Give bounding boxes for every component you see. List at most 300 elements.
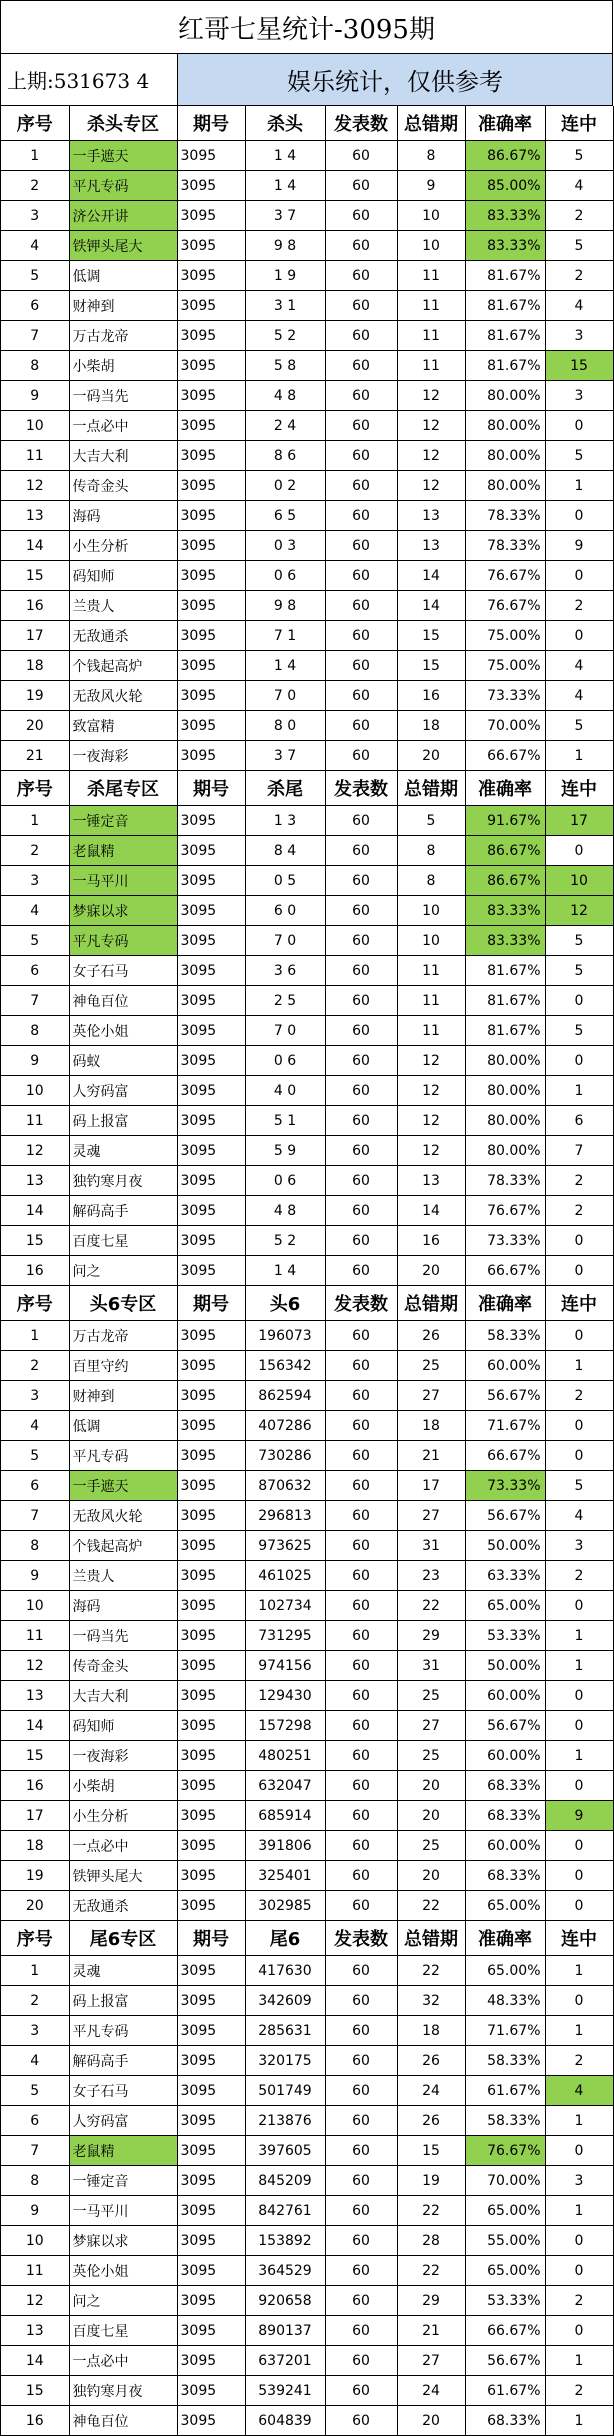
header-errors: 总错期 <box>397 771 465 806</box>
accuracy-cell: 86.67% <box>465 141 545 171</box>
published-cell: 60 <box>325 441 397 471</box>
accuracy-cell: 65.00% <box>465 1591 545 1621</box>
streak-cell: 4 <box>545 291 613 321</box>
period-cell: 3095 <box>177 2136 245 2166</box>
period-cell: 3095 <box>177 866 245 896</box>
name-cell: 铁钾头尾大 <box>69 1861 177 1891</box>
period-cell: 3095 <box>177 1381 245 1411</box>
published-cell: 60 <box>325 141 397 171</box>
published-cell: 60 <box>325 1741 397 1771</box>
streak-cell: 5 <box>545 956 613 986</box>
table-row <box>1 2106 613 2136</box>
published-cell: 60 <box>325 2046 397 2076</box>
published-cell: 60 <box>325 681 397 711</box>
name-cell: 神龟百位 <box>69 986 177 1016</box>
published-cell: 60 <box>325 1136 397 1166</box>
header-value: 尾6 <box>245 1921 325 1956</box>
errors-cell: 31 <box>397 1531 465 1561</box>
streak-cell: 2 <box>545 1196 613 1226</box>
accuracy-cell: 60.00% <box>465 1681 545 1711</box>
period-cell: 3095 <box>177 1321 245 1351</box>
name-cell: 一手遮天 <box>69 141 177 171</box>
published-cell: 60 <box>325 2346 397 2376</box>
streak-cell: 1 <box>545 2106 613 2136</box>
period-cell: 3095 <box>177 531 245 561</box>
period-cell: 3095 <box>177 1741 245 1771</box>
value-cell: 0 6 <box>245 1046 325 1076</box>
index-cell: 7 <box>1 2136 69 2166</box>
header-errors: 总错期 <box>397 106 465 141</box>
header-period: 期号 <box>177 1286 245 1321</box>
errors-cell: 25 <box>397 1831 465 1861</box>
streak-cell: 1 <box>545 1651 613 1681</box>
index-cell: 5 <box>1 2076 69 2106</box>
value-cell: 5 2 <box>245 321 325 351</box>
streak-cell: 2 <box>545 2376 613 2406</box>
value-cell: 1 4 <box>245 1256 325 1286</box>
published-cell: 60 <box>325 171 397 201</box>
name-cell: 传奇金头 <box>69 1651 177 1681</box>
accuracy-cell: 58.33% <box>465 2046 545 2076</box>
table-row <box>1 261 613 291</box>
period-cell: 3095 <box>177 1441 245 1471</box>
value-cell: 974156 <box>245 1651 325 1681</box>
streak-cell: 0 <box>545 2136 613 2166</box>
errors-cell: 8 <box>397 141 465 171</box>
index-cell: 1 <box>1 1956 69 1986</box>
published-cell: 60 <box>325 1501 397 1531</box>
errors-cell: 15 <box>397 621 465 651</box>
value-cell: 8 0 <box>245 711 325 741</box>
errors-cell: 11 <box>397 321 465 351</box>
errors-cell: 20 <box>397 2406 465 2436</box>
period-cell: 3095 <box>177 1831 245 1861</box>
accuracy-cell: 78.33% <box>465 531 545 561</box>
table-row <box>1 171 613 201</box>
errors-cell: 16 <box>397 1226 465 1256</box>
disclaimer-banner: 娱乐统计，仅供参考 <box>178 54 613 105</box>
value-cell: 196073 <box>245 1321 325 1351</box>
name-cell: 一马平川 <box>69 2196 177 2226</box>
section-header-row <box>1 106 613 141</box>
name-cell: 平凡专码 <box>69 2016 177 2046</box>
accuracy-cell: 61.67% <box>465 2376 545 2406</box>
name-cell: 一马平川 <box>69 866 177 896</box>
streak-cell: 7 <box>545 1136 613 1166</box>
value-cell: 3 1 <box>245 291 325 321</box>
value-cell: 153892 <box>245 2226 325 2256</box>
errors-cell: 10 <box>397 201 465 231</box>
errors-cell: 9 <box>397 171 465 201</box>
published-cell: 60 <box>325 531 397 561</box>
value-cell: 501749 <box>245 2076 325 2106</box>
accuracy-cell: 81.67% <box>465 321 545 351</box>
index-cell: 14 <box>1 2346 69 2376</box>
name-cell: 百度七星 <box>69 2316 177 2346</box>
header-section: 杀头专区 <box>69 106 177 141</box>
header-period: 期号 <box>177 771 245 806</box>
table-row <box>1 1411 613 1441</box>
accuracy-cell: 60.00% <box>465 1351 545 1381</box>
table-row <box>1 896 613 926</box>
index-cell: 2 <box>1 1986 69 2016</box>
header-accuracy: 准确率 <box>465 1921 545 1956</box>
accuracy-cell: 65.00% <box>465 2256 545 2286</box>
errors-cell: 12 <box>397 1046 465 1076</box>
streak-cell: 5 <box>545 711 613 741</box>
streak-cell: 0 <box>545 1256 613 1286</box>
accuracy-cell: 83.33% <box>465 201 545 231</box>
name-cell: 问之 <box>69 2286 177 2316</box>
period-cell: 3095 <box>177 441 245 471</box>
published-cell: 60 <box>325 1651 397 1681</box>
published-cell: 60 <box>325 501 397 531</box>
table-row <box>1 1591 613 1621</box>
period-cell: 3095 <box>177 2316 245 2346</box>
errors-cell: 20 <box>397 741 465 771</box>
streak-cell: 1 <box>545 2406 613 2436</box>
streak-cell: 3 <box>545 1531 613 1561</box>
accuracy-cell: 66.67% <box>465 2316 545 2346</box>
streak-cell: 0 <box>545 1831 613 1861</box>
period-cell: 3095 <box>177 1166 245 1196</box>
index-cell: 15 <box>1 1741 69 1771</box>
errors-cell: 12 <box>397 381 465 411</box>
index-cell: 16 <box>1 591 69 621</box>
period-cell: 3095 <box>177 1196 245 1226</box>
period-cell: 3095 <box>177 1986 245 2016</box>
period-cell: 3095 <box>177 171 245 201</box>
last-draw-label: 上期:531673 4 <box>1 54 178 105</box>
value-cell: 302985 <box>245 1891 325 1921</box>
header-streak: 连中 <box>545 771 613 806</box>
value-cell: 920658 <box>245 2286 325 2316</box>
errors-cell: 10 <box>397 896 465 926</box>
published-cell: 60 <box>325 561 397 591</box>
accuracy-cell: 81.67% <box>465 291 545 321</box>
period-cell: 3095 <box>177 1136 245 1166</box>
value-cell: 5 1 <box>245 1106 325 1136</box>
table-row <box>1 2316 613 2346</box>
published-cell: 60 <box>325 1166 397 1196</box>
name-cell: 致富精 <box>69 711 177 741</box>
table-row <box>1 1801 613 1831</box>
period-cell: 3095 <box>177 1591 245 1621</box>
value-cell: 2 5 <box>245 986 325 1016</box>
name-cell: 码蚁 <box>69 1046 177 1076</box>
accuracy-cell: 81.67% <box>465 351 545 381</box>
published-cell: 60 <box>325 1226 397 1256</box>
streak-cell: 9 <box>545 1801 613 1831</box>
index-cell: 11 <box>1 1621 69 1651</box>
published-cell: 60 <box>325 1411 397 1441</box>
table-row <box>1 1681 613 1711</box>
name-cell: 海码 <box>69 501 177 531</box>
info-row <box>1 54 613 106</box>
index-cell: 14 <box>1 1711 69 1741</box>
value-cell: 417630 <box>245 1956 325 1986</box>
name-cell: 英伦小姐 <box>69 1016 177 1046</box>
table-row <box>1 681 613 711</box>
streak-cell: 9 <box>545 531 613 561</box>
streak-cell: 1 <box>545 1621 613 1651</box>
errors-cell: 24 <box>397 2376 465 2406</box>
accuracy-cell: 91.67% <box>465 806 545 836</box>
table-row <box>1 926 613 956</box>
errors-cell: 12 <box>397 1076 465 1106</box>
published-cell: 60 <box>325 741 397 771</box>
published-cell: 60 <box>325 2376 397 2406</box>
published-cell: 60 <box>325 1016 397 1046</box>
accuracy-cell: 80.00% <box>465 1076 545 1106</box>
accuracy-cell: 66.67% <box>465 1441 545 1471</box>
index-cell: 4 <box>1 2046 69 2076</box>
streak-cell: 1 <box>545 1956 613 1986</box>
name-cell: 女子石马 <box>69 2076 177 2106</box>
published-cell: 60 <box>325 1861 397 1891</box>
table-row <box>1 471 613 501</box>
errors-cell: 10 <box>397 231 465 261</box>
value-cell: 3 6 <box>245 956 325 986</box>
published-cell: 60 <box>325 381 397 411</box>
index-cell: 4 <box>1 1411 69 1441</box>
name-cell: 无敌风火轮 <box>69 1501 177 1531</box>
name-cell: 灵魂 <box>69 1136 177 1166</box>
index-cell: 5 <box>1 926 69 956</box>
name-cell: 万古龙帝 <box>69 1321 177 1351</box>
name-cell: 大吉大利 <box>69 1681 177 1711</box>
period-cell: 3095 <box>177 2106 245 2136</box>
index-cell: 18 <box>1 1831 69 1861</box>
published-cell: 60 <box>325 201 397 231</box>
published-cell: 60 <box>325 2226 397 2256</box>
streak-cell: 3 <box>545 2166 613 2196</box>
index-cell: 1 <box>1 141 69 171</box>
errors-cell: 26 <box>397 2106 465 2136</box>
header-period: 期号 <box>177 1921 245 1956</box>
section-header-row <box>1 1286 613 1321</box>
index-cell: 4 <box>1 231 69 261</box>
period-cell: 3095 <box>177 471 245 501</box>
errors-cell: 20 <box>397 1861 465 1891</box>
header-section: 尾6专区 <box>69 1921 177 1956</box>
header-index: 序号 <box>1 1921 69 1956</box>
published-cell: 60 <box>325 1891 397 1921</box>
period-cell: 3095 <box>177 1076 245 1106</box>
published-cell: 60 <box>325 1531 397 1561</box>
value-cell: 364529 <box>245 2256 325 2286</box>
streak-cell: 0 <box>545 2256 613 2286</box>
table-row <box>1 1891 613 1921</box>
table-row <box>1 836 613 866</box>
period-cell: 3095 <box>177 2226 245 2256</box>
published-cell: 60 <box>325 1106 397 1136</box>
index-cell: 11 <box>1 2256 69 2286</box>
index-cell: 14 <box>1 1196 69 1226</box>
errors-cell: 27 <box>397 1501 465 1531</box>
value-cell: 1 4 <box>245 651 325 681</box>
value-cell: 1 4 <box>245 171 325 201</box>
index-cell: 16 <box>1 1771 69 1801</box>
published-cell: 60 <box>325 2196 397 2226</box>
streak-cell: 2 <box>545 261 613 291</box>
period-cell: 3095 <box>177 926 245 956</box>
value-cell: 480251 <box>245 1741 325 1771</box>
published-cell: 60 <box>325 1591 397 1621</box>
published-cell: 60 <box>325 1681 397 1711</box>
table-row <box>1 291 613 321</box>
accuracy-cell: 65.00% <box>465 1891 545 1921</box>
value-cell: 296813 <box>245 1501 325 1531</box>
period-cell: 3095 <box>177 1471 245 1501</box>
streak-cell: 0 <box>545 1986 613 2016</box>
index-cell: 20 <box>1 1891 69 1921</box>
period-cell: 3095 <box>177 591 245 621</box>
accuracy-cell: 75.00% <box>465 651 545 681</box>
value-cell: 461025 <box>245 1561 325 1591</box>
errors-cell: 13 <box>397 531 465 561</box>
index-cell: 2 <box>1 171 69 201</box>
table-row <box>1 1861 613 1891</box>
streak-cell: 0 <box>545 986 613 1016</box>
streak-cell: 0 <box>545 411 613 441</box>
published-cell: 60 <box>325 471 397 501</box>
streak-cell: 0 <box>545 1226 613 1256</box>
accuracy-cell: 78.33% <box>465 1166 545 1196</box>
published-cell: 60 <box>325 926 397 956</box>
period-cell: 3095 <box>177 1531 245 1561</box>
accuracy-cell: 81.67% <box>465 1016 545 1046</box>
streak-cell: 1 <box>545 1076 613 1106</box>
section-header-row <box>1 1921 613 1956</box>
accuracy-cell: 68.33% <box>465 2406 545 2436</box>
streak-cell: 1 <box>545 741 613 771</box>
published-cell: 60 <box>325 2316 397 2346</box>
errors-cell: 15 <box>397 2136 465 2166</box>
accuracy-cell: 65.00% <box>465 2196 545 2226</box>
header-published: 发表数 <box>325 1286 397 1321</box>
errors-cell: 16 <box>397 681 465 711</box>
period-cell: 3095 <box>177 2166 245 2196</box>
index-cell: 10 <box>1 411 69 441</box>
table-row <box>1 1256 613 1286</box>
header-section: 杀尾专区 <box>69 771 177 806</box>
streak-cell: 5 <box>545 1016 613 1046</box>
name-cell: 平凡专码 <box>69 1441 177 1471</box>
index-cell: 8 <box>1 1016 69 1046</box>
value-cell: 890137 <box>245 2316 325 2346</box>
value-cell: 4 0 <box>245 1076 325 1106</box>
period-cell: 3095 <box>177 2046 245 2076</box>
accuracy-cell: 68.33% <box>465 1801 545 1831</box>
index-cell: 9 <box>1 1046 69 1076</box>
accuracy-cell: 83.33% <box>465 926 545 956</box>
value-cell: 325401 <box>245 1861 325 1891</box>
period-cell: 3095 <box>177 681 245 711</box>
table-row <box>1 1561 613 1591</box>
period-cell: 3095 <box>177 2346 245 2376</box>
index-cell: 18 <box>1 651 69 681</box>
published-cell: 60 <box>325 1831 397 1861</box>
published-cell: 60 <box>325 1441 397 1471</box>
index-cell: 8 <box>1 351 69 381</box>
table-row <box>1 2346 613 2376</box>
name-cell: 个钱起高炉 <box>69 1531 177 1561</box>
published-cell: 60 <box>325 1321 397 1351</box>
index-cell: 17 <box>1 621 69 651</box>
table-row <box>1 956 613 986</box>
streak-cell: 5 <box>545 441 613 471</box>
header-index: 序号 <box>1 1286 69 1321</box>
period-cell: 3095 <box>177 1956 245 1986</box>
value-cell: 285631 <box>245 2016 325 2046</box>
period-cell: 3095 <box>177 2406 245 2436</box>
index-cell: 3 <box>1 866 69 896</box>
period-cell: 3095 <box>177 291 245 321</box>
period-cell: 3095 <box>177 1651 245 1681</box>
accuracy-cell: 80.00% <box>465 471 545 501</box>
accuracy-cell: 56.67% <box>465 2346 545 2376</box>
published-cell: 60 <box>325 1771 397 1801</box>
errors-cell: 27 <box>397 2346 465 2376</box>
errors-cell: 32 <box>397 1986 465 2016</box>
period-cell: 3095 <box>177 2376 245 2406</box>
published-cell: 60 <box>325 1046 397 1076</box>
period-cell: 3095 <box>177 1801 245 1831</box>
errors-cell: 8 <box>397 866 465 896</box>
accuracy-cell: 70.00% <box>465 711 545 741</box>
published-cell: 60 <box>325 1381 397 1411</box>
index-cell: 3 <box>1 1381 69 1411</box>
streak-cell: 2 <box>545 2286 613 2316</box>
streak-cell: 0 <box>545 2226 613 2256</box>
accuracy-cell: 48.33% <box>465 1986 545 2016</box>
period-cell: 3095 <box>177 806 245 836</box>
name-cell: 平凡专码 <box>69 171 177 201</box>
period-cell: 3095 <box>177 836 245 866</box>
published-cell: 60 <box>325 1196 397 1226</box>
value-cell: 9 8 <box>245 231 325 261</box>
period-cell: 3095 <box>177 711 245 741</box>
published-cell: 60 <box>325 621 397 651</box>
period-cell: 3095 <box>177 1016 245 1046</box>
name-cell: 一点必中 <box>69 1831 177 1861</box>
accuracy-cell: 80.00% <box>465 1136 545 1166</box>
period-cell: 3095 <box>177 651 245 681</box>
streak-cell: 0 <box>545 836 613 866</box>
index-cell: 10 <box>1 1076 69 1106</box>
period-cell: 3095 <box>177 2286 245 2316</box>
accuracy-cell: 80.00% <box>465 381 545 411</box>
accuracy-cell: 86.67% <box>465 866 545 896</box>
name-cell: 一锤定音 <box>69 2166 177 2196</box>
streak-cell: 5 <box>545 1471 613 1501</box>
period-cell: 3095 <box>177 411 245 441</box>
index-cell: 7 <box>1 986 69 1016</box>
accuracy-cell: 50.00% <box>465 1651 545 1681</box>
period-cell: 3095 <box>177 1771 245 1801</box>
published-cell: 60 <box>325 2166 397 2196</box>
value-cell: 7 0 <box>245 1016 325 1046</box>
streak-cell: 2 <box>545 2046 613 2076</box>
value-cell: 4 8 <box>245 1196 325 1226</box>
errors-cell: 26 <box>397 1321 465 1351</box>
errors-cell: 18 <box>397 1411 465 1441</box>
streak-cell: 5 <box>545 231 613 261</box>
errors-cell: 8 <box>397 836 465 866</box>
name-cell: 无敌风火轮 <box>69 681 177 711</box>
published-cell: 60 <box>325 986 397 1016</box>
